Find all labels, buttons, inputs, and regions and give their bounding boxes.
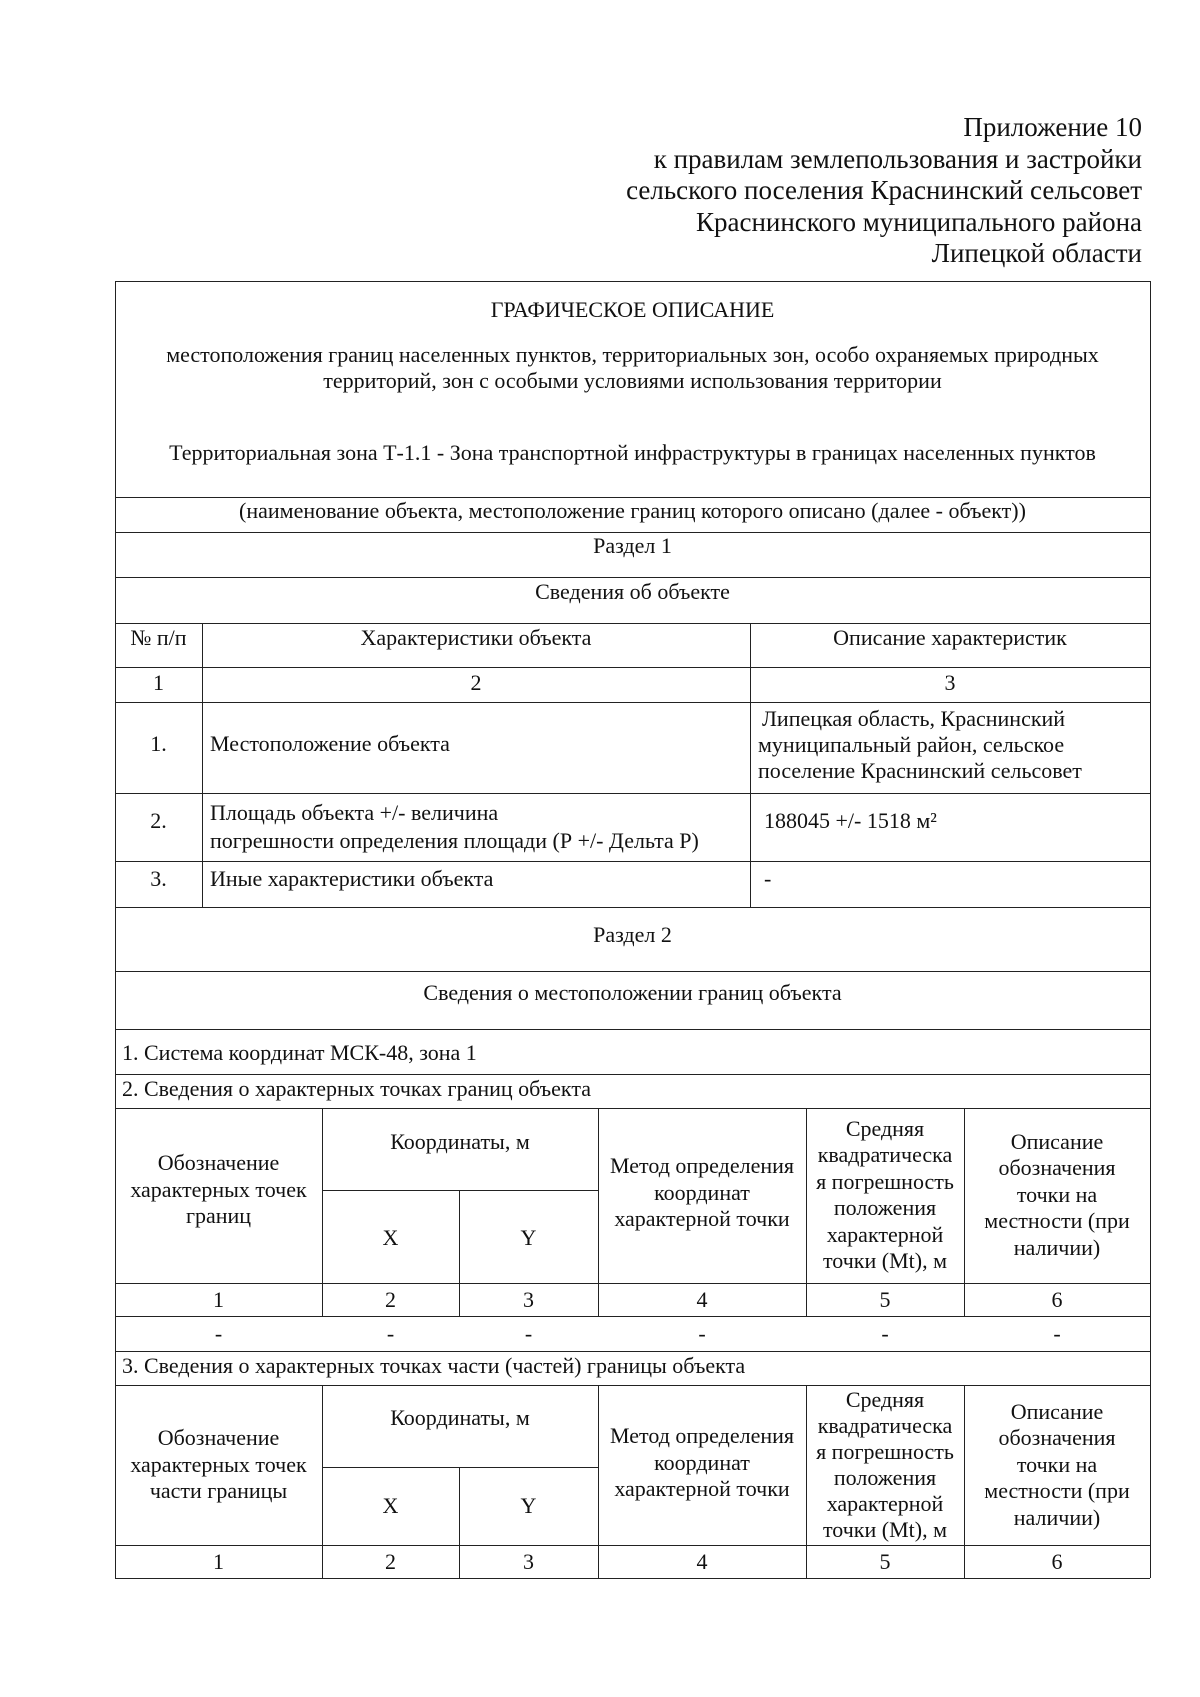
row-description: 188045 +/- 1518 м² xyxy=(764,808,937,833)
divider xyxy=(115,1283,1150,1284)
table-border-top xyxy=(115,281,1150,282)
col-number: 1 xyxy=(153,670,164,695)
divider xyxy=(115,1074,1150,1075)
row-characteristic-line: погрешности определения площади (Р +/- Дельта Р) xyxy=(210,828,699,853)
table-cell: - xyxy=(214,1321,223,1346)
section-1-title: Раздел 1 xyxy=(593,533,672,558)
divider xyxy=(115,577,1150,578)
error-header: Средняя квадратическа я погрешность положения характерной точки (Mt), м xyxy=(816,1387,954,1542)
row-description-line: Липецкая область, Краснинский xyxy=(762,706,1066,731)
row-description: - xyxy=(764,866,772,891)
method-header: Метод определения координат характерной точки xyxy=(609,1153,795,1232)
col-number: 5 xyxy=(879,1287,891,1312)
col-number: 1 xyxy=(213,1287,224,1312)
table-border-right xyxy=(1150,281,1151,1578)
coordinate-system: 1. Система координат МСК-48, зона 1 xyxy=(122,1040,477,1065)
error-header: Средняя квадратическа я погрешность положения характерной точки (Mt), м xyxy=(816,1115,954,1273)
col-number: 5 xyxy=(879,1549,891,1574)
col-header-description: Описание характеристик xyxy=(833,625,1067,650)
col-number: 4 xyxy=(696,1549,708,1574)
x-header: X xyxy=(382,1493,399,1518)
divider xyxy=(115,971,1150,972)
col-divider xyxy=(750,623,751,907)
col-number: 2 xyxy=(385,1287,396,1312)
col-number: 3 xyxy=(944,670,956,695)
section-1-subtitle: Сведения об объекте xyxy=(535,579,730,604)
col-number: 3 xyxy=(523,1287,534,1312)
table-cell: - xyxy=(881,1321,889,1346)
row-number: 2. xyxy=(150,808,167,833)
col-number: 2 xyxy=(385,1549,396,1574)
col-number: 1 xyxy=(213,1549,224,1574)
divider xyxy=(115,793,1150,794)
zone-name: Территориальная зона Т-1.1 - Зона транспортной инфраструктуры в границах населенных пунктов xyxy=(169,440,1096,465)
y-header: Y xyxy=(520,1493,537,1518)
divider xyxy=(115,1351,1150,1352)
divider xyxy=(115,1316,1150,1317)
document-subtitle-line-2: территорий, зон с особыми условиями использования территории xyxy=(323,368,942,393)
coordinates-header: Координаты, м xyxy=(390,1129,530,1154)
col-number: 6 xyxy=(1051,1287,1063,1312)
coordinates-header: Координаты, м xyxy=(390,1405,530,1430)
divider xyxy=(115,1029,1150,1030)
col-number: 3 xyxy=(523,1549,534,1574)
appendix-line-5: Липецкой области xyxy=(931,238,1142,268)
divider xyxy=(115,623,1150,624)
appendix-number: Приложение 10 xyxy=(963,112,1142,142)
table-cell: - xyxy=(698,1321,706,1346)
x-header: X xyxy=(382,1225,399,1250)
section-2-title: Раздел 2 xyxy=(593,922,672,947)
part-points-title: 3. Сведения о характерных точках части (частей) границы объекта xyxy=(122,1353,746,1378)
document-title: ГРАФИЧЕСКОЕ ОПИСАНИЕ xyxy=(490,297,775,322)
appendix-line-3: сельского поселения Краснинский сельсовет xyxy=(626,175,1142,205)
divider xyxy=(115,1108,1150,1109)
divider xyxy=(115,1545,1150,1546)
divider xyxy=(322,1190,598,1191)
col-number: 2 xyxy=(470,670,482,695)
col-number: 6 xyxy=(1051,1549,1063,1574)
row-number: 1. xyxy=(150,731,167,756)
points-designation-header: Обозначение характерных точек границ xyxy=(130,1150,307,1229)
divider xyxy=(115,1385,1150,1386)
method-header: Метод определения координат характерной точки xyxy=(609,1423,795,1502)
appendix-line-2: к правилам землепользования и застройки xyxy=(653,143,1142,174)
row-characteristic-line: Площадь объекта +/- величина xyxy=(210,800,499,825)
row-characteristic: Иные характеристики объекта xyxy=(210,866,494,891)
row-description-line: муниципальный район, сельское xyxy=(758,732,1065,757)
divider xyxy=(115,702,1150,703)
point-description-header: Описание обозначения точки на местности (при наличии) xyxy=(984,1128,1130,1260)
table-border-bottom xyxy=(115,1578,1150,1579)
appendix-line-4: Краснинского муниципального района xyxy=(695,206,1142,237)
col-header-number: № п/п xyxy=(130,625,187,650)
divider xyxy=(115,907,1150,908)
appendix-header xyxy=(626,112,1142,270)
row-description-line: поселение Краснинский сельсовет xyxy=(758,758,1082,783)
col-number: 4 xyxy=(696,1287,708,1312)
object-caption: (наименование объекта, местоположение границ которого описано (далее - объект)) xyxy=(239,498,1026,523)
divider xyxy=(322,1467,598,1468)
y-header: Y xyxy=(520,1225,537,1250)
table-cell: - xyxy=(524,1321,533,1346)
part-points-designation-header: Обозначение характерных точек части границы xyxy=(130,1425,307,1504)
divider xyxy=(115,861,1150,862)
boundary-points-title: 2. Сведения о характерных точках границ объекта xyxy=(122,1076,591,1101)
table-cell: - xyxy=(1053,1321,1061,1346)
document-subtitle-line-1: местоположения границ населенных пунктов, территориальных зон, особо охраняемых природных xyxy=(166,342,1099,367)
row-number: 3. xyxy=(150,866,167,891)
col-divider xyxy=(202,623,203,907)
col-header-characteristic: Характеристики объекта xyxy=(360,625,592,650)
table-cell: - xyxy=(386,1321,395,1346)
point-description-header: Описание обозначения точки на местности (при наличии) xyxy=(984,1398,1130,1530)
row-characteristic: Местоположение объекта xyxy=(210,731,450,756)
section-2-subtitle: Сведения о местоположении границ объекта xyxy=(423,980,842,1005)
divider xyxy=(115,667,1150,668)
